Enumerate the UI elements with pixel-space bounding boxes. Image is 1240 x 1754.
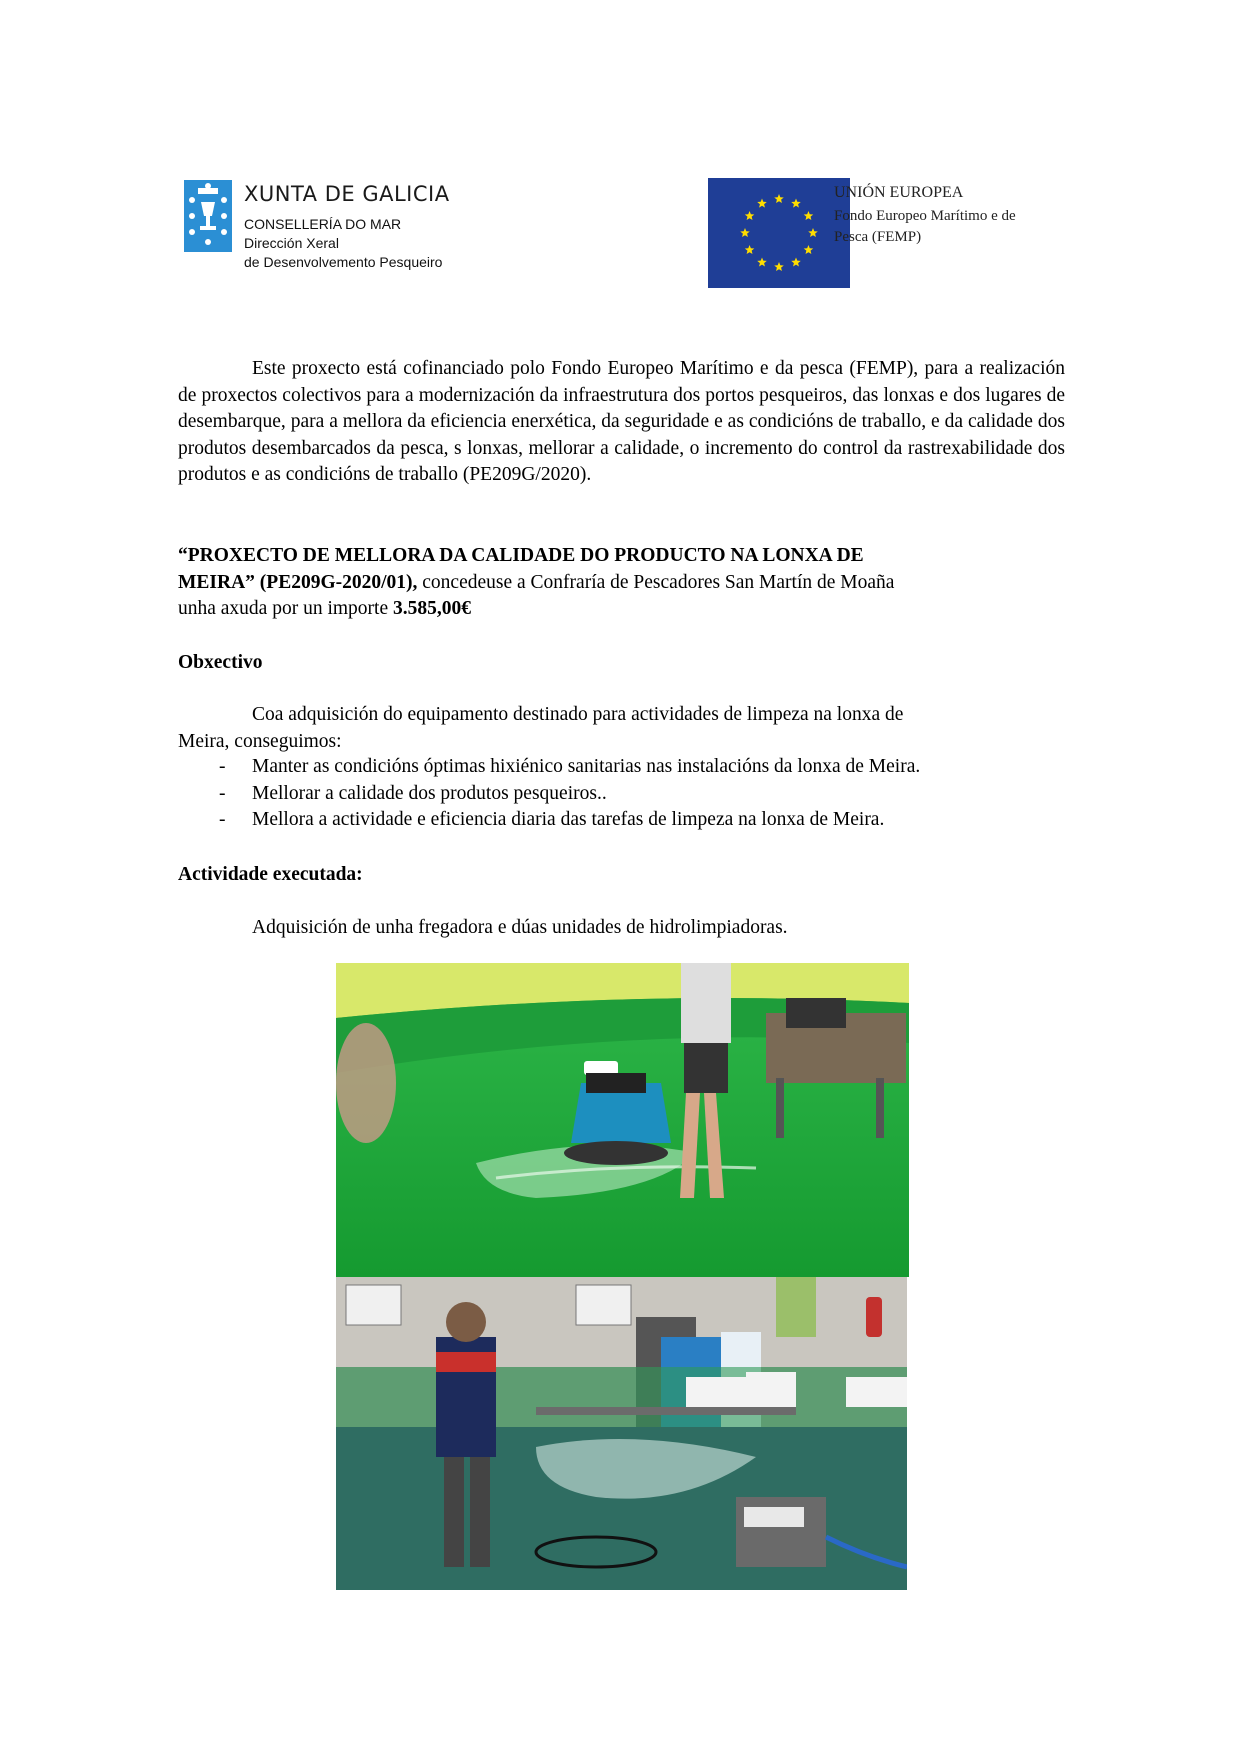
objective-list [178,754,1078,834]
list-item-text: Manter as condicións óptimas hixiénico sanitarias nas instalacións da lonxa de Meira. [252,756,921,777]
eu-subtitle-line2: Pesca (FEMP) [834,229,922,245]
objective-intro-line2: Meira, conseguimos: [178,730,342,752]
objective-heading: Obxectivo [178,652,263,673]
objective-intro-line1: Coa adquisición do equipamento destinado para actividades de limpeza na lonxa de [252,704,904,725]
intro-text: Este proxecto está cofinanciado polo Fondo Europeo Marítimo e da pesca (FEMP), para a realización de proxectos colectivos para a modernización da infraestrutura dos portos pesqueiros, das lonxas e dos lugares de desembarque, para a mellora da eficiencia enerxética, da seguridade e as condicións de traballo, e da calidade dos produtos desembarcados da pesca, s lonxas, mellorar a calidade, o incremento do control da rastrexabilidade dos produtos e as condicións de traballo (PE209G/2020). [178,358,1065,485]
list-item [178,754,1078,781]
xunta-logo [184,180,474,280]
intro-paragraph [178,356,1065,489]
photo-floor-scrubber [336,963,909,1277]
project-title-line1: “PROXECTO DE MELLORA DA CALIDADE DO PRODUCTO NA LONXA DE [178,545,864,566]
bullet-marker: - [219,809,226,830]
xunta-department: CONSELLERÍA DO MAR [244,216,402,232]
activity-heading: Actividade executada: [178,864,363,885]
list-item [178,781,1078,808]
xunta-title: XUNTA DE GALICIA [244,182,450,206]
xunta-directorate-line1: Dirección Xeral [244,235,339,251]
eu-flag-icon [708,178,850,288]
list-item [178,807,1078,834]
bullet-marker: - [219,782,226,804]
bullet-marker: - [219,756,226,777]
eu-subtitle-line1: Fondo Europeo Marítimo e de [834,208,1016,224]
xunta-directorate-line2: de Desenvolvemento Pesqueiro [244,254,443,270]
project-amount: 3.585,00€ [393,598,471,619]
objective-intro [178,702,1065,755]
xunta-shield-icon [184,180,232,252]
eu-logo-text [834,184,1074,248]
list-item-text: Mellora a actividade e eficiencia diaria das tarefas de limpeza na lonxa de Meira. [252,809,885,830]
photo-pressure-washer [336,1277,907,1590]
eu-title: UNIÓN EUROPEA [834,184,964,201]
eu-subtitle [834,206,1074,248]
project-aid-text: unha axuda por un importe [178,598,393,619]
project-beneficiary: concedeuse a Confraría de Pescadores San Martín de Moaña [417,571,895,593]
list-item-text: Mellorar a calidade dos produtos pesqueiros.. [252,782,607,804]
activity-text: Adquisición de unha fregadora e dúas unidades de hidrolimpiadoras. [252,917,788,938]
project-title-line2: MEIRA” (PE209G-2020/01), [178,571,418,593]
project-paragraph [178,543,1065,623]
